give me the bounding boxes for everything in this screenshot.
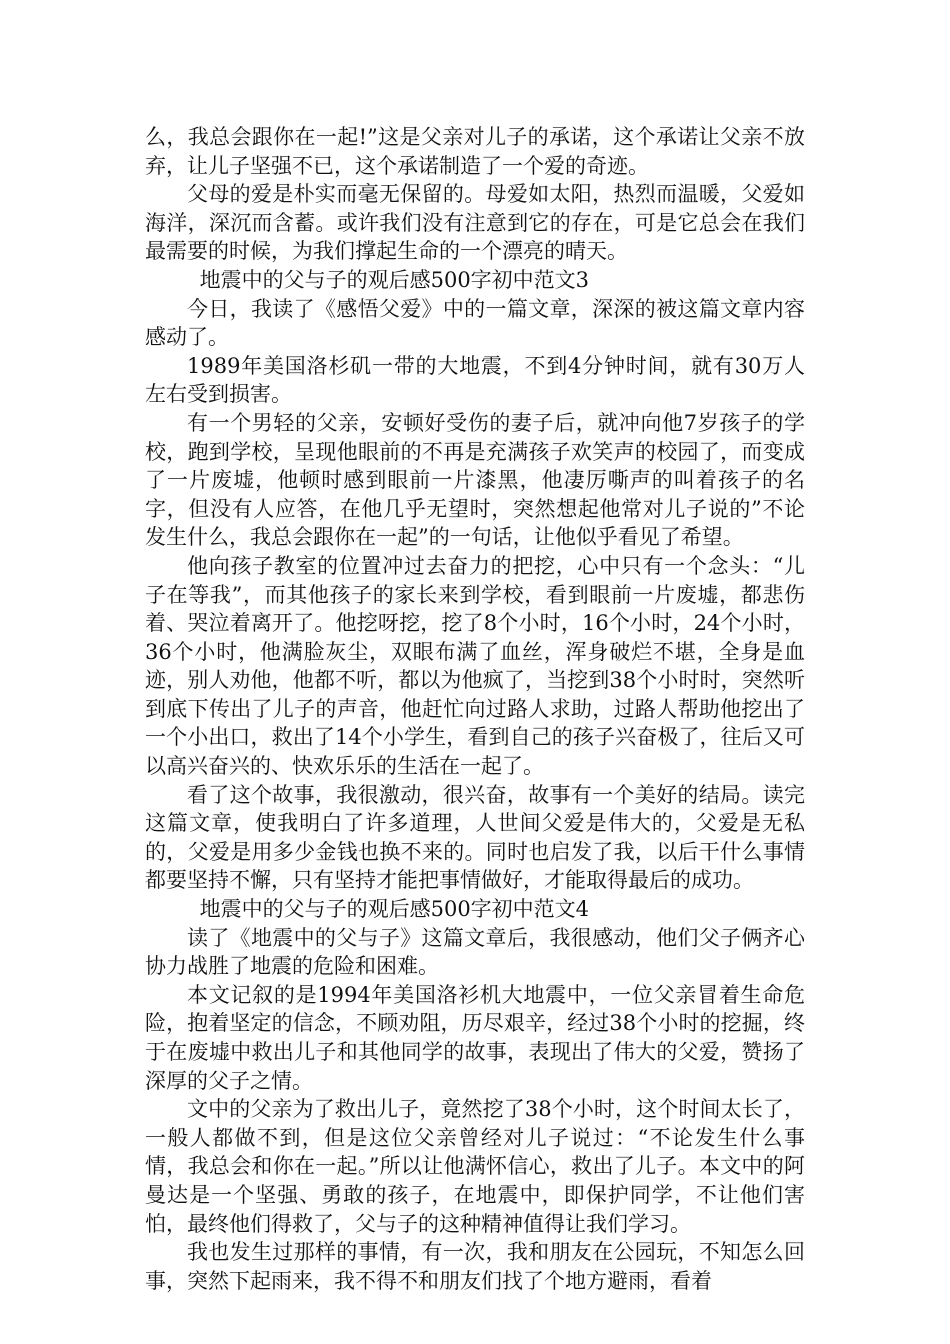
paragraph-earthquake-1989: 1989年美国洛杉矶一带的大地震，不到4分钟时间，就有30万人左右受到损害。 xyxy=(145,353,805,407)
paragraph-intro-4: 读了《地震中的父与子》这篇文章后，我很感动，他们父子俩齐心协力战胜了地震的危险和困难。 xyxy=(145,925,805,979)
document-page xyxy=(145,123,805,1295)
paragraph-personal-story: 我也发生过那样的事情，有一次，我和朋友在公园玩，不知怎么回事，突然下起雨来，我不得不和朋友们找了个地方避雨，看着 xyxy=(145,1240,805,1293)
paragraph-intro-3: 今日，我读了《感悟父爱》中的一篇文章，深深的被这篇文章内容感动了。 xyxy=(145,296,805,350)
paragraph-parental-love: 父母的爱是朴实而毫无保留的。母爱如太阳，热烈而温暖，父爱如海洋，深沉而含蓄。或许我们没有注意到它的存在，可是它总会在我们最需要的时候，为我们撑起生命的一个漂亮的晴天。 xyxy=(145,182,805,264)
paragraph-father-runs: 有一个男轻的父亲，安顿好受伤的妻子后，就冲向他7岁孩子的学校，跑到学校，呈现他眼前的不再是充满孩子欢笑声的校园了，而变成了一片废墟，他顿时感到眼前一片漆黑，他凄厉嘶声的叫着孩子的名字，但没有人应答，在他几乎无望时，突然想起他常对儿子说的”不论发生什么，我总会跟你在一起”的一句话，让他似乎看见了希望。 xyxy=(145,410,805,550)
section-heading-essay-4: 地震中的父与子的观后感500字初中范文4 xyxy=(199,897,590,922)
paragraph-father-38-hours: 文中的父亲为了救出儿子，竟然挖了38个小时，这个时间太长了，一般人都做不到，但是这位父亲曾经对儿子说过：“不论发生什么事情，我总会和你在一起。”所以让他满怀信心，救出了儿子。本文中的阿曼达是一个坚强、勇敢的孩子，在地震中，即保护同学，不让他们害怕，最终他们得救了，父与子的这种精神值得让我们学习。 xyxy=(145,1097,805,1236)
paragraph-father-digs: 他向孩子教室的位置冲过去奋力的把挖，心中只有一个念头：“儿子在等我”，而其他孩子的家长来到学校，看到眼前一片废墟，都悲伤着、哭泣着离开了。他挖呀挖，挖了8个小时，16个小时，24个小时，36个小时，他满脸灰尘，双眼布满了血丝，浑身破烂不堪，全身是血迹，别人劝他，他都不听，都以为他疯了，当挖到38个小时时，突然听到底下传出了儿子的声音，他赶忙向过路人求助，过路人帮助他挖出了一个小出口，救出了14个小学生，看到自己的孩子兴奋极了，往后又可以高兴奋兴的、快欢乐乐的生活在一起了。 xyxy=(145,553,805,779)
paragraph-reflection-3: 看了这个故事，我很激动，很兴奋，故事有一个美好的结局。读完这篇文章，使我明白了许多道理，人世间父爱是伟大的，父爱是无私的，父爱是用多少金钱也换不来的。同时也启发了我，以后干什么事情都要坚持不懈，只有坚持才能把事情做好，才能取得最后的成功。 xyxy=(145,782,805,893)
paragraph-summary-1994: 本文记叙的是1994年美国洛衫机大地震中，一位父亲冒着生命危险，抱着坚定的信念，不顾劝阻，历尽艰辛，经过38个小时的挖掘，终于在废墟中救出儿子和其他同学的故事，表现出了伟大的父爱，赞扬了深厚的父子之情。 xyxy=(145,982,805,1093)
paragraph-continuation: 么，我总会跟你在一起!”这是父亲对儿子的承诺，这个承诺让父亲不放弃，让儿子坚强不已，这个承诺制造了一个爱的奇迹。 xyxy=(145,125,805,178)
section-heading-essay-3: 地震中的父与子的观后感500字初中范文3 xyxy=(199,267,590,292)
